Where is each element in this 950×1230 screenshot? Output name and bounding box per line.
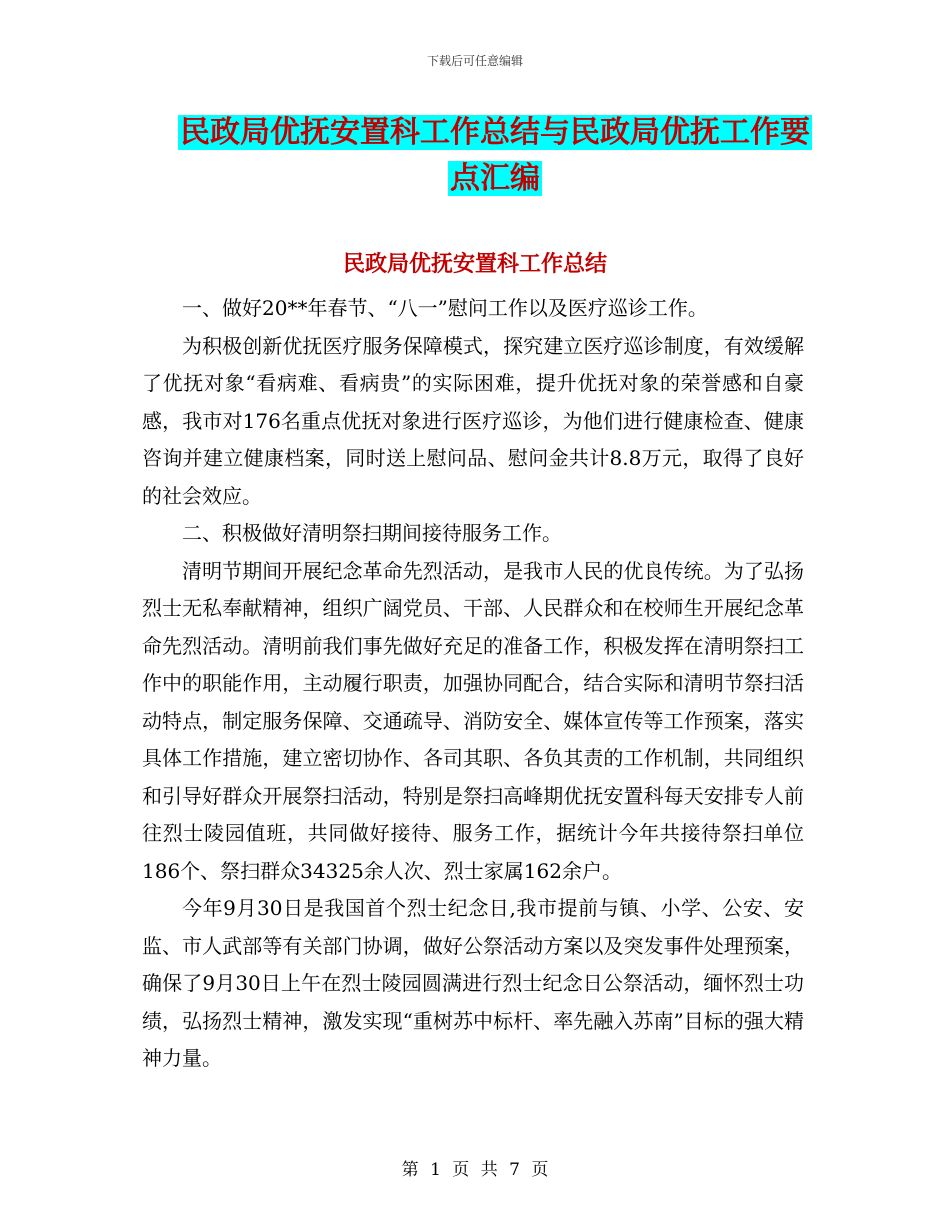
section-title: 民政局优抚安置科工作总结	[342, 251, 607, 277]
paragraph: 今年9月30日是我国首个烈士纪念日,我市提前与镇、小学、公安、安监、市人武部等有关部门协调，做好公祭活动方案以及突发事件处理预案，确保了9月30日上午在烈士陵园圆满进行烈士纪念日公祭活动，缅怀烈士功绩，弘扬烈士精神，激发实现“重树苏中标杆、率先融入苏南”目标的强大精神力量。	[142, 896, 804, 1070]
page-footer: 第 1 页 共 7 页	[401, 1160, 549, 1180]
title-highlight: 民政局优抚安置科工作总结与民政局优抚工作要点汇编	[180, 115, 810, 196]
document-body	[142, 290, 804, 1078]
document-title	[170, 110, 820, 202]
paragraph: 清明节期间开展纪念革命先烈活动，是我市人民的优良传统。为了弘扬烈士无私奉献精神，组织广阔党员、干部、人民群众和在校师生开展纪念革命先烈活动。清明前我们事先做好充足的准备工作，积极发挥在清明祭扫工作中的职能作用，主动履行职责，加强协同配合，结合实际和清明节祭扫活动特点，制定服务保障、交通疏导、消防安全、媒体宣传等工作预案，落实具体工作措施，建立密切协作、各司其职、各负其责的工作机制，共同组织和引导好群众开展祭扫活动，特别是祭扫高峰期优抚安置科每天安排专人前往烈士陵园值班，共同做好接待、服务工作，据统计今年共接待祭扫单位186个、祭扫群众34325余人次、烈士家属162余户。	[142, 558, 804, 883]
paragraph-heading-2: 二、积极做好清明祭扫期间接待服务工作。	[182, 521, 562, 545]
paragraph: 为积极创新优抚医疗服务保障模式，探究建立医疗巡诊制度，有效缓解了优抚对象“看病难、看病贵”的实际困难，提升优抚对象的荣誉感和自豪感，我市对176名重点优抚对象进行医疗巡诊，为他们进行健康检查、健康咨询并建立健康档案，同时送上慰问品、慰问金共计8.8万元，取得了良好的社会效应。	[142, 333, 804, 508]
page-header-note: 下载后可任意编辑	[426, 54, 523, 68]
paragraph-heading-1: 一、做好20**年春节、“八一”慰问工作以及医疗巡诊工作。	[182, 296, 708, 320]
